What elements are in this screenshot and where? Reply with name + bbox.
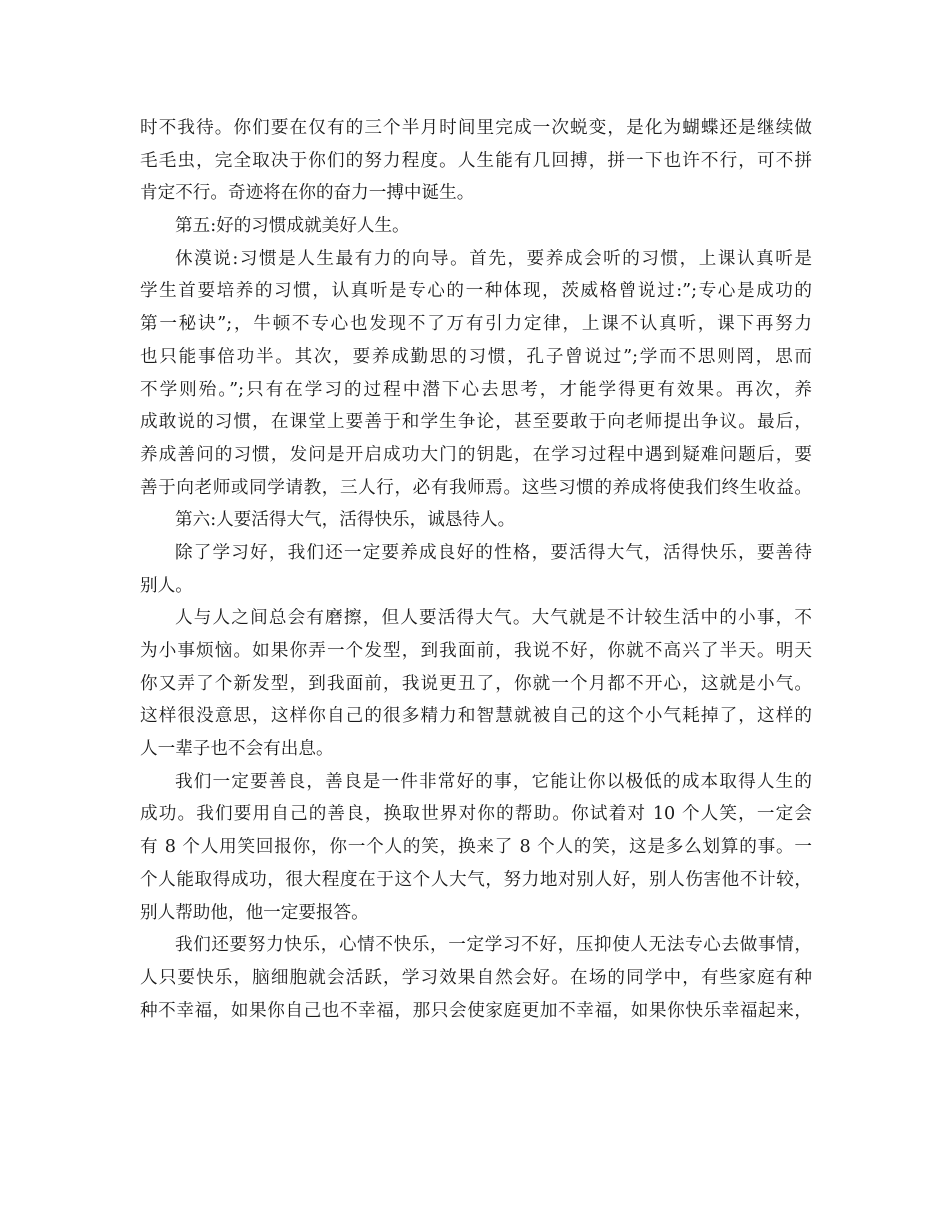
text-line: 人与人之间总会有磨擦，但人要活得大气。大气就是不计较生活中的小事，不 <box>175 608 812 629</box>
text-line: 别人帮助他，他一定要报答。 <box>140 902 369 923</box>
text-line: 有 8 个人用笑回报你，你一个人的笑，换来了 8 个人的笑，这是多么划算的事。一 <box>140 837 812 858</box>
text-line: 毛毛虫，完全取决于你们的努力程度。人生能有几回搏，拼一下也许不行，可不拼 <box>140 150 812 171</box>
text-line: 第五:好的习惯成就美好人生。 <box>175 216 410 237</box>
text-line: 成敢说的习惯，在课堂上要善于和学生争论，甚至要敢于向老师提出争议。最后， <box>140 412 812 433</box>
text-line: 时不我待。你们要在仅有的三个半月时间里完成一次蜕变，是化为蝴蝶还是继续做 <box>140 118 812 138</box>
text-line: 第六:人要活得大气，活得快乐，诚恳待人。 <box>175 510 516 531</box>
text-line: 善于向老师或同学请教，三人行，必有我师焉。这些习惯的养成将使我们终生收益。 <box>140 477 812 498</box>
text-line: 学生首要培养的习惯，认真听是专心的一种体现，茨威格曾说过:”;专心是成功的 <box>140 281 812 302</box>
text-line: 人只要快乐，脑细胞就会活跃，学习效果自然会好。在场的同学中，有些家庭有种 <box>140 967 812 988</box>
text-line: 成功。我们要用自己的善良，换取世界对你的帮助。你试着对 10 个人笑，一定会 <box>140 804 812 825</box>
text-line: 我们还要努力快乐，心情不快乐，一定学习不好，压抑使人无法专心去做事情， <box>175 935 812 956</box>
text-line: 这样很没意思，这样你自己的很多精力和智慧就被自己的这个小气耗掉了，这样的 <box>140 706 812 727</box>
text-line: 第一秘诀”;，牛顿不专心也发现不了万有引力定律，上课不认真听，课下再努力 <box>140 314 812 335</box>
text-line: 为小事烦恼。如果你弄一个发型，到我面前，我说不好，你就不高兴了半天。明天 <box>140 641 812 661</box>
text-line: 种不幸福，如果你自己也不幸福，那只会使家庭更加不幸福，如果你快乐幸福起来， <box>140 1000 812 1021</box>
document-page <box>140 112 812 1027</box>
text-line: 人一辈子也不会有出息。 <box>140 739 334 760</box>
text-line: 我们一定要善良，善良是一件非常好的事，它能让你以极低的成本取得人生的 <box>175 771 812 792</box>
text-line: 休漠说:习惯是人生最有力的向导。首先，要养成会听的习惯，上课认真听是 <box>175 248 812 269</box>
text-line: 不学则殆。”;只有在学习的过程中潜下心去思考，才能学得更有效果。再次，养 <box>140 379 812 400</box>
text-line: 除了学习好，我们还一定要养成良好的性格，要活得大气，活得快乐，要善待 <box>175 542 812 563</box>
text-line: 也只能事倍功半。其次，要养成勤思的习惯，孔子曾说过”;学而不思则罔，思而 <box>140 346 812 367</box>
text-line: 你又弄了个新发型，到我面前，我说更丑了，你就一个月都不开心，这就是小气。 <box>140 673 812 694</box>
text-line: 养成善问的习惯，发问是开启成功大门的钥匙，在学习过程中遇到疑难问题后，要 <box>140 444 812 465</box>
text-line: 肯定不行。奇迹将在你的奋力一搏中诞生。 <box>140 183 475 204</box>
text-line: 个人能取得成功，很大程度在于这个人大气，努力地对别人好，别人伤害他不计较， <box>140 869 812 890</box>
text-line: 别人。 <box>140 575 193 596</box>
document-body <box>140 112 812 1027</box>
